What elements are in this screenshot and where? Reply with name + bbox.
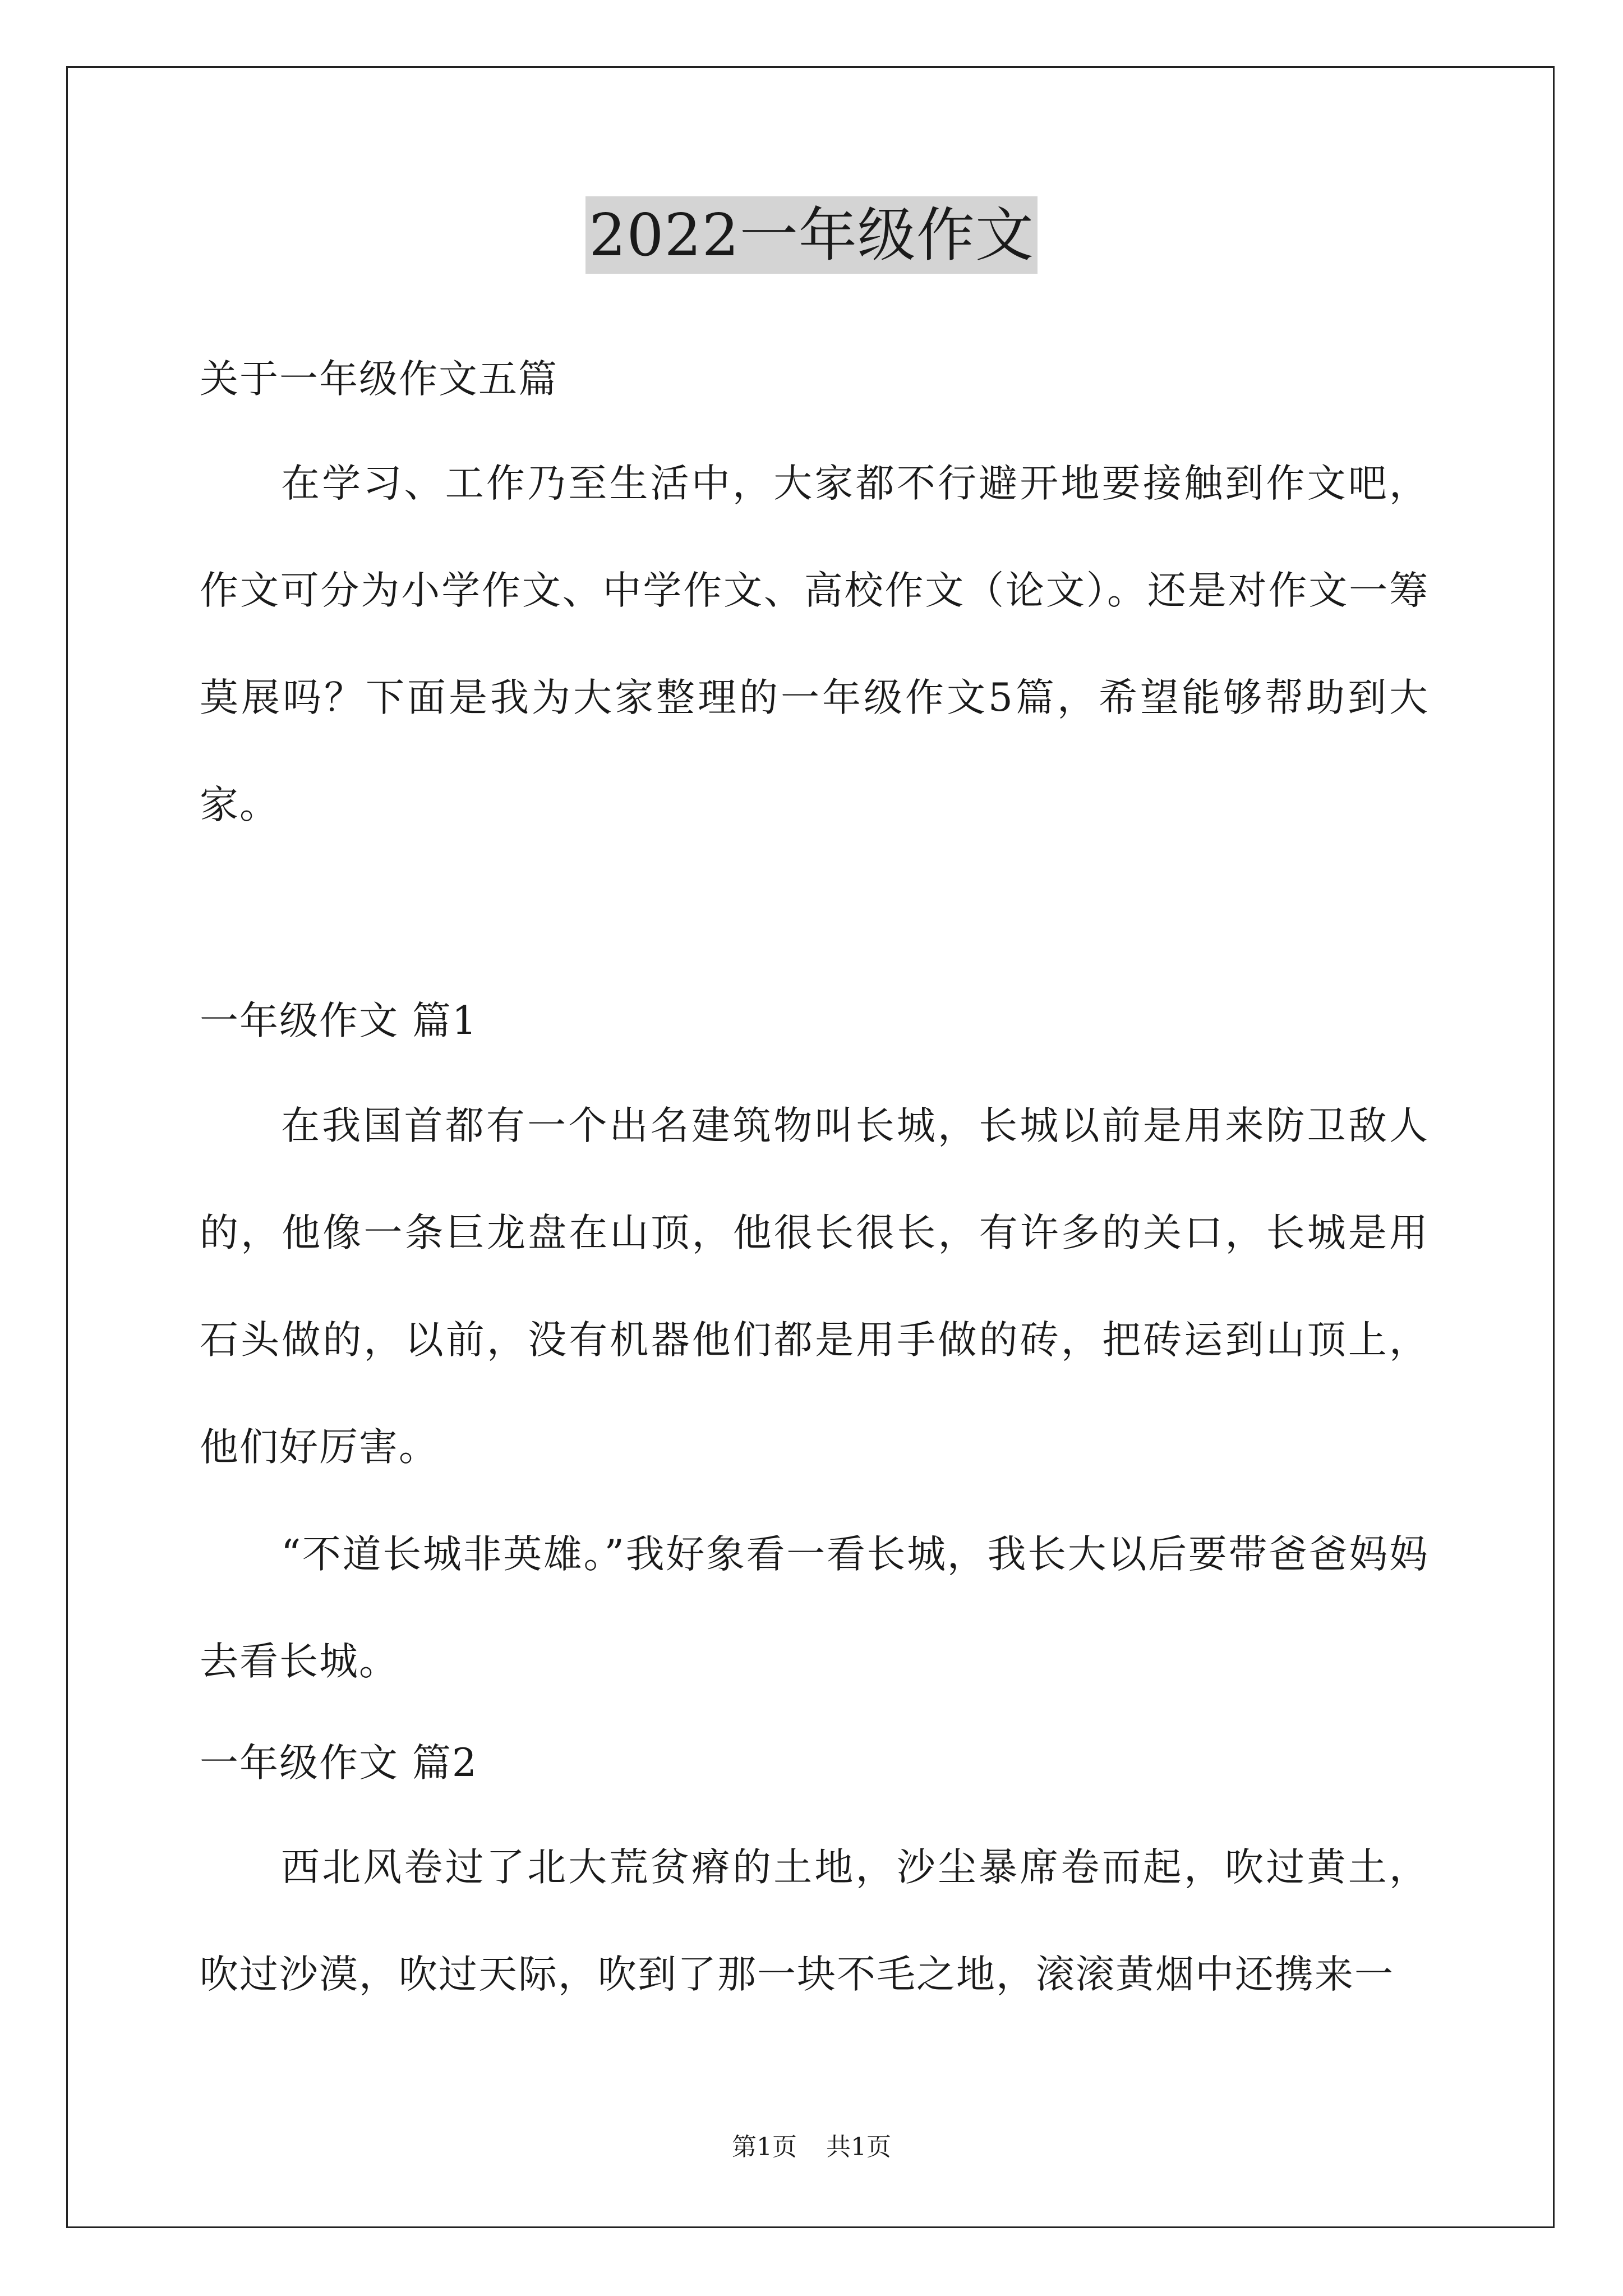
- document-subtitle: 关于一年级作文五篇: [200, 357, 558, 402]
- section-2-paragraph-1: 西北风卷过了北大荒贫瘠的土地，沙尘暴席卷而起，吹过黄土，吹过沙漠，吹过天际，吹到了那一块不毛之地，滚滚黄烟中还携来一: [200, 1845, 1429, 1997]
- section-1-paragraph-1: 在我国首都有一个出名建筑物叫长城，长城以前是用来防卫敌人的，他像一条巨龙盘在山顶，他很长很长，有许多的关口，长城是用石头做的，以前，没有机器他们都是用手做的砖，把砖运到山顶上，他们好厉害。: [200, 1103, 1429, 1470]
- title-container: [0, 196, 1623, 274]
- section-1-paragraph-2: “不道长城非英雄。”我好象看一看长城，我长大以后要带爸爸妈妈去看长城。: [200, 1532, 1429, 1684]
- section-heading-1: 一年级作文 篇1: [200, 999, 478, 1043]
- intro-paragraph: 在学习、工作乃至生活中，大家都不行避开地要接触到作文吧，作文可分为小学作文、中学作文、高校作文（论文）。还是对作文一筹莫展吗？下面是我为大家整理的一年级作文5篇，希望能够帮助到大家。: [200, 461, 1429, 827]
- page-footer: [0, 2132, 1623, 2163]
- page-number-current: 第1页: [732, 2133, 797, 2161]
- document-title: 2022一年级作文: [585, 196, 1038, 274]
- page-number-total: 共1页: [826, 2133, 891, 2161]
- section-heading-2: 一年级作文 篇2: [200, 1741, 478, 1786]
